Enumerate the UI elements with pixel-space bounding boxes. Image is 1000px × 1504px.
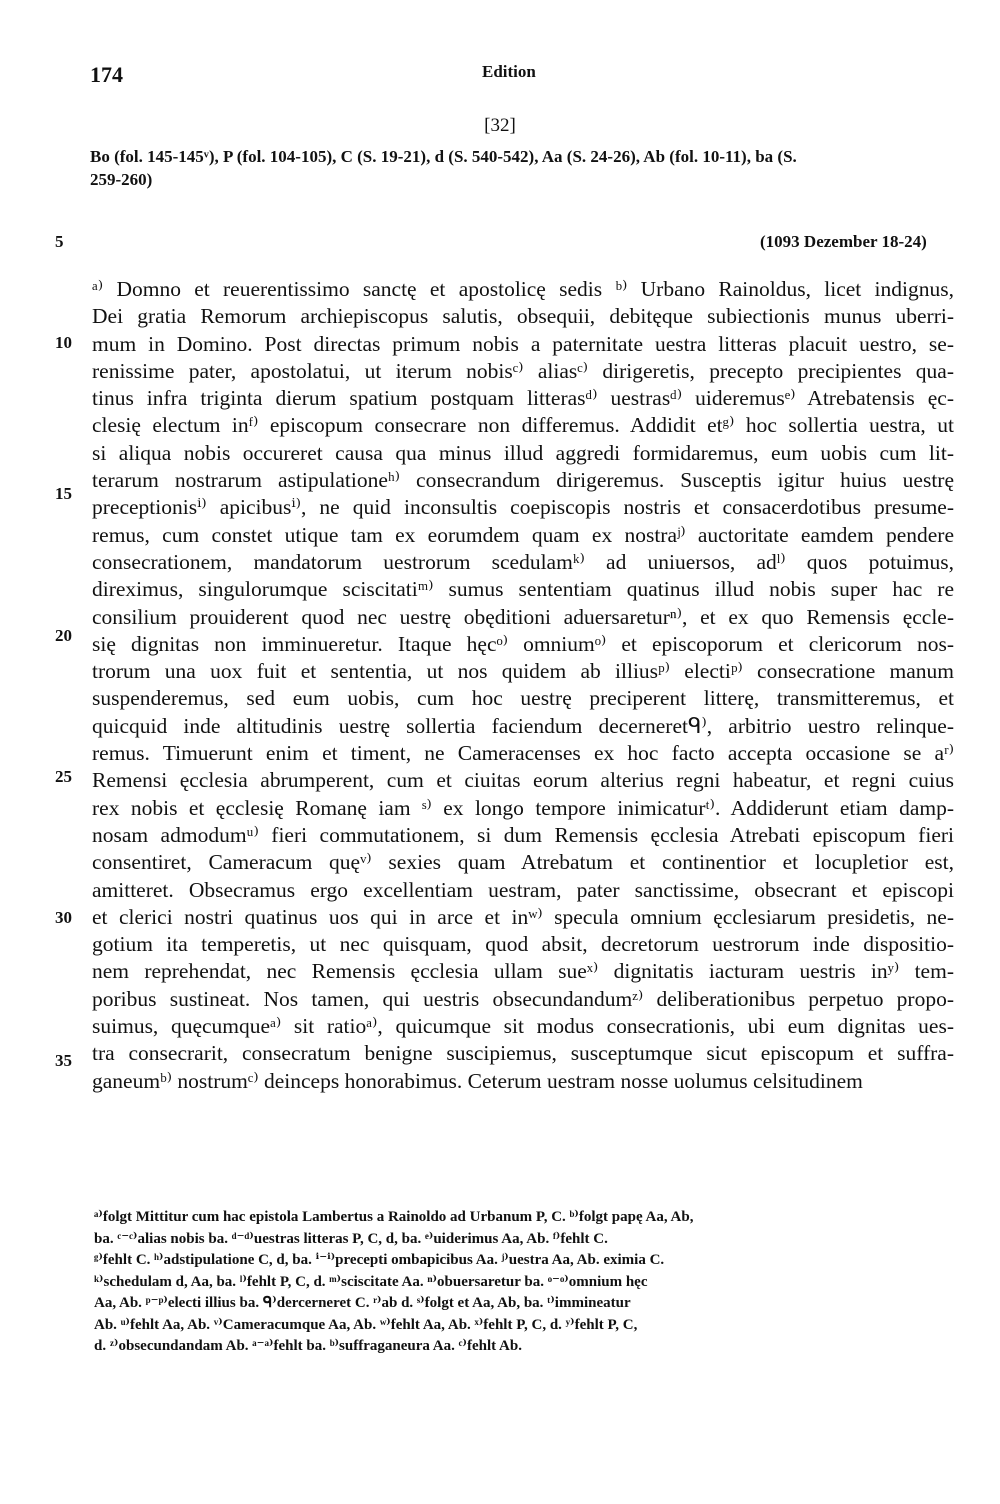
text-line: direximus, singulorumque sciscitatiᵐ⁾ sumus sententiam quatinus illud nobis super hac re (92, 577, 954, 602)
sources-line: Bo (fol. 145-145ᵛ), P (fol. 104-105), C (S. 19-21), d (S. 540-542), Aa (S. 24-26), Ab (fol. 10-11), ba (S. (90, 147, 797, 166)
text-line: rex nobis et ęcclesię Romanę iam ˢ⁾ ex longo tempore inimicaturᵗ⁾. Addiderunt etiam damp- (92, 795, 954, 820)
text-line: remus. Timuerunt enim et timent, ne Cameracenses ex hoc facto accepta occasione se aʳ⁾ (92, 741, 954, 766)
footnote-line: Aa, Ab. ᵖ⁻ᵖ⁾electi illius ba. ᑫ⁾dercerneret C. ʳ⁾ab d. ˢ⁾folgt et Aa, Ab, ba. ᵗ⁾immineatur (94, 1295, 631, 1311)
text-line: mum in Domino. Post directas primum nobis a paternitate uestra litteras placuit uestro, se- (92, 331, 954, 356)
footnote-line: d. ᶻ⁾obsecundandam Ab. ᵃ⁻ᵃ⁾fehlt ba. ᵇ⁾suffraganeura Aa. ᶜ⁾fehlt Ab. (94, 1338, 522, 1354)
text-line: się dignitas non imminueretur. Itaque hęcᵒ⁾ omniumᵒ⁾ et episcoporum et clericorum nos- (92, 631, 954, 656)
text-line: ᵃ⁾ Domno et reuerentissimo sanctę et apostolicę sedis ᵇ⁾ Urbano Rainoldus, licet indignus, (92, 277, 954, 301)
line-number: 10 (55, 333, 72, 352)
text-line: suimus, quęcumqueᵃ⁾ sit ratioᵃ⁾, quicumque sit modus consecrationis, ubi eum dignitas ues- (92, 1014, 954, 1039)
line-number: 35 (55, 1051, 72, 1070)
line-number: 15 (55, 484, 72, 503)
footnote-line: ba. ᶜ⁻ᶜ⁾alias nobis ba. ᵈ⁻ᵈ⁾uestras litteras P, C, d, ba. ᵉ⁾uiderimus Aa, Ab. ᶠ⁾fehlt C. (94, 1230, 608, 1247)
footnote-line: ᵏ⁾schedulam d, Aa, ba. ˡ⁾fehlt P, C, d. ᵐ⁾sciscitate Aa. ⁿ⁾obuersaretur ba. ᵒ⁻ᵒ⁾omnium hęc (94, 1273, 648, 1290)
letter-body (92, 276, 954, 1095)
document-date: (1093 Dezember 18-24) (760, 232, 927, 251)
line-number: 25 (55, 767, 72, 786)
text-line: nem reprehendat, nec Remensis ęcclesia ullam sueˣ⁾ dignitatis iacturam uestris inʸ⁾ tem- (92, 959, 954, 984)
text-line: quicquid inde altitudinis uestrę sollertia faciendum decerneretᑫ⁾, arbitrio uestro relinque- (92, 713, 954, 738)
text-line: remus, cum constet utique tam ex eorumdem quam ex nostraʲ⁾ auctoritate eamdem pendere (92, 522, 954, 547)
running-head: Edition (482, 62, 536, 81)
footnote-line: ᵍ⁾fehlt C. ʰ⁾adstipulatione C, d, ba. ⁱ⁻ⁱ⁾precepti ombapicibus Aa. ʲ⁾uestra Aa, Ab. eximia C. (94, 1252, 665, 1268)
text-line: si aliqua nobis occureret causa qua minus illud aggredi formidaremus, eum uobis cum lit- (92, 440, 954, 465)
text-line: nosam admodumᵘ⁾ fieri commutationem, si dum Remensis ęcclesia Atrebati episcopum fieri (92, 822, 954, 847)
manuscript-sources (90, 145, 960, 191)
text-line: renissime pater, apostolatui, ut iterum nobisᶜ⁾ aliasᶜ⁾ dirigeretis, precepto precipientes qua- (92, 358, 954, 383)
text-line: tinus infra triginta dierum spatium postquam litterasᵈ⁾ uestrasᵈ⁾ uideremusᵉ⁾ Atrebatensis ęc- (92, 386, 954, 411)
line-number: 5 (55, 232, 64, 251)
text-line: trorum una uox fuit et sententia, ut nos quidem ab illiusᵖ⁾ electiᵖ⁾ consecratione manum (92, 659, 954, 684)
text-line: Dei gratia Remorum archiepiscopus salutis, obsequii, debitęque subiectionis munus uberri- (92, 304, 954, 329)
text-line: amitteret. Obsecramus ergo excellentiam uestram, pater sanctissime, obsecrant et episcopi (92, 877, 954, 902)
document-number: [32] (484, 115, 516, 136)
text-line: preceptionisⁱ⁾ apicibusⁱ⁾, ne quid inconsultis coepiscopis nostris et consacerdotibus presume- (92, 495, 954, 520)
text-line: gotium ita temperetis, ut nec quisquam, quod absit, decretorum uestrorum inde dispositio- (92, 932, 954, 957)
text-line: consentiret, Cameracum quęᵛ⁾ sexies quam Atrebatum et continentior et locupletior est, (92, 850, 954, 875)
text-line: terarum nostrarum astipulationeʰ⁾ consecrandum dirigeremus. Susceptis igitur huius uestrę (92, 468, 954, 493)
text-line: et clerici nostri quatinus uos qui in arce et inʷ⁾ specula omnium ęcclesiarum presidetis, ne- (92, 904, 954, 929)
critical-apparatus (94, 1207, 960, 1358)
text-line: suspenderemus, sed eum uobis, cum hoc uestrę preciperent litterę, transmitteremus, et (92, 686, 954, 711)
text-line: tra consecrarit, consecratum benigne suscipiemus, susceptumque sicut episcopum et suffra- (92, 1041, 954, 1066)
text-line: clesię electum inᶠ⁾ episcopum consecrare non differemus. Addidit etᵍ⁾ hoc sollertia uestra, ut (92, 413, 954, 438)
sources-line: 259-260) (90, 170, 153, 189)
text-line: ganeumᵇ⁾ nostrumᶜ⁾ deinceps honorabimus. Ceterum uestram nosse uolumus celsitudinem (92, 1068, 863, 1093)
footnote-line: ᵃ⁾folgt Mittitur cum hac epistola Lambertus a Rainoldo ad Urbanum P, C. ᵇ⁾folgt papę Aa, Ab, (94, 1209, 694, 1225)
text-line: Remensi ęcclesia abrumperent, cum et ciuitas eorum alterius regni habeatur, et regni cuius (92, 768, 954, 793)
line-number: 30 (55, 908, 72, 927)
text-line: consilium prouiderent quod nec uestrę obęditioni aduersareturⁿ⁾, et ex quo Remensis ęccle- (92, 604, 954, 629)
footnote-line: Ab. ᵘ⁾fehlt Aa, Ab. ᵛ⁾Cameracumque Aa, Ab. ʷ⁾fehlt Aa, Ab. ˣ⁾fehlt P, C, d. ʸ⁾fehlt P, C, (94, 1316, 638, 1333)
text-line: poribus sustineat. Nos tamen, qui uestris obsecundandumᶻ⁾ deliberationibus perpetuo propo- (92, 986, 954, 1011)
text-line: consecrationem, mandatorum uestrorum scedulamᵏ⁾ ad uniuersos, adˡ⁾ quos potuimus, (92, 549, 954, 574)
page-number: 174 (90, 62, 123, 87)
line-number: 20 (55, 626, 72, 645)
